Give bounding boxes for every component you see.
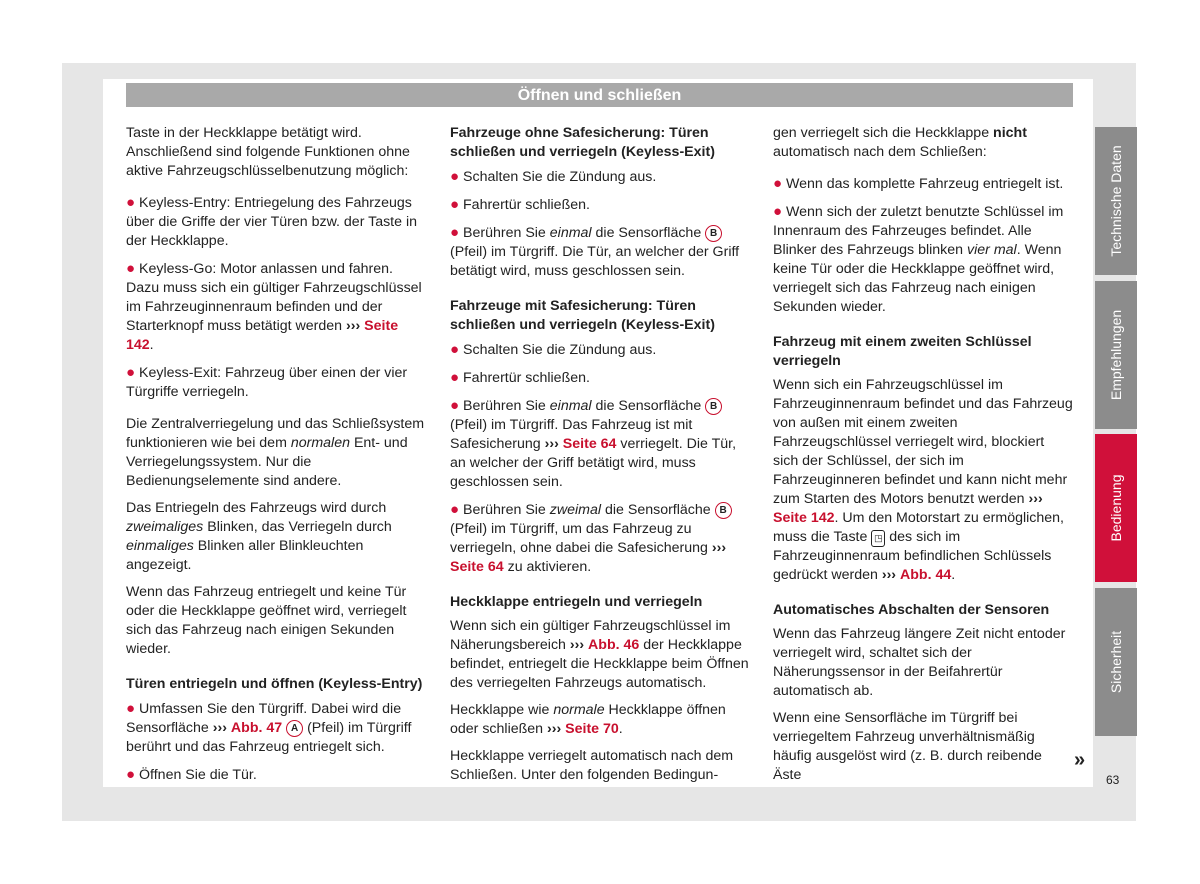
list-item: ● Wenn sich der zuletzt benutzte Schlüssel im Innenraum des Fahrzeuges befindet. Alle Blinker des Fahrzeugs blinken vier mal. Wenn keine Tür oder die Heckklappe geöffnet wird, verriegelt sich das Fahrzeug nach einigen Sekunden wieder. xyxy=(773,203,1064,315)
tab-sicherheit[interactable] xyxy=(1095,588,1137,736)
text: Ent- und Verriegelungssystem. Nur die Bedienungselemente sind andere. xyxy=(126,435,408,489)
text: Berühren Sie xyxy=(463,502,546,518)
text: Wenn das komplette Fahrzeug entriegelt ist. xyxy=(786,176,1064,192)
paragraph xyxy=(126,124,426,181)
text: Keyless-Exit: Fahrzeug über einen der vier Türgriffe verriegeln. xyxy=(126,365,408,400)
tab-label: Sicherheit xyxy=(1108,630,1124,694)
text: Wenn eine Sensorfläche im Türgriff bei verriegeltem Fahrzeug unverhältnismäßig häufig ausgelöst wird (z. B. durch reibende Äste xyxy=(773,710,1042,783)
bullet-icon: ● xyxy=(126,194,136,211)
text: Wenn keine Tür oder die Heckklappe geöffnet wird, verriegelt sich das Fahrzeug nach einigen Sekunden wieder. xyxy=(773,242,1062,315)
list-item xyxy=(773,174,1073,194)
emphasis: normalen xyxy=(290,435,350,451)
text: Wenn sich der zuletzt benutzte Schlüssel im Innenraum des Fahrzeuges befindet. Alle Blinker des Fahrzeugs blinken xyxy=(773,204,1064,258)
text: (Pfeil) im Türgriff berührt und das Fahrzeug entriegelt sich. xyxy=(126,720,412,755)
reference-arrow-icon: ››› xyxy=(881,567,897,583)
text: Heckklappe verriegelt automatisch nach dem Schließen. Unter den folgenden Bedingun- xyxy=(450,748,734,783)
text: Umfassen Sie den Türgriff. Dabei wird die Sensorfläche xyxy=(126,701,402,736)
text: der Heckklappe befindet, entriegelt die Heckklappe beim Öffnen des verriegelten Fahrzeugs automatisch. xyxy=(450,637,749,691)
text: Berühren Sie xyxy=(463,225,546,241)
text: die Sensorfläche xyxy=(604,502,711,518)
reference-arrow-icon: ››› xyxy=(1028,491,1043,507)
paragraph xyxy=(126,499,426,575)
text: Schalten Sie die Zündung aus. xyxy=(463,169,657,185)
figure-reference-link[interactable]: Abb. 44 xyxy=(899,567,952,583)
page-reference-link[interactable]: Seite 142 xyxy=(126,318,399,353)
text: Das Entriegeln des Fahrzeugs wird durch xyxy=(126,500,387,516)
bullet-icon: ● xyxy=(126,260,136,277)
page-reference-link[interactable]: Seite 142 xyxy=(773,510,835,526)
subheading: Fahrzeuge mit Safesicherung: Türen schließen und verriegeln (Keyless-Exit) xyxy=(450,298,715,333)
text: Wenn sich ein Fahrzeugschlüssel im Fahrzeuginnenraum befindet und das Fahrzeug von außen mit einem zweiten Fahrzeugschlüssel verriegelt wird, blockiert sich der Schlüssel, der sich im Fahrzeuginneren befindet und kann nicht mehr zum Starten des Motors benutzt werden xyxy=(773,377,1073,507)
list-item xyxy=(126,699,426,757)
list-item xyxy=(450,167,750,187)
column-1 xyxy=(126,124,426,793)
bullet-icon: ● xyxy=(450,397,460,414)
text: Öffnen Sie die Tür. xyxy=(139,767,257,783)
paragraph xyxy=(126,415,426,491)
list-item xyxy=(450,340,750,360)
reference-arrow-icon: ››› xyxy=(544,436,559,452)
text: Die Zentralverriegelung und das Schließsystem funktionieren wie bei dem xyxy=(126,416,425,451)
emphasis: einmaliges xyxy=(126,538,194,554)
emphasis: vier mal xyxy=(967,242,1017,258)
paragraph xyxy=(450,747,750,785)
continue-arrow-icon: » xyxy=(1074,749,1086,771)
bullet-icon: ● xyxy=(450,369,460,386)
bullet-icon: ● xyxy=(773,175,783,192)
text: zu aktivieren. xyxy=(507,559,592,575)
bullet-icon: ● xyxy=(450,501,460,518)
emphasis: nicht xyxy=(993,125,1027,141)
section-header: Öffnen und schließen xyxy=(126,83,1073,107)
tab-technische-daten[interactable] xyxy=(1095,127,1137,275)
text: Heckklappe öffnen oder schließen xyxy=(450,702,726,737)
text: Schalten Sie die Zündung aus. xyxy=(463,342,657,358)
text: Heckklappe wie xyxy=(450,702,550,718)
reference-arrow-icon: ››› xyxy=(711,540,727,556)
emphasis: normale xyxy=(553,702,605,718)
tab-label: Empfehlungen xyxy=(1108,309,1124,401)
subheading: Heckklappe entriegeln und verriegeln xyxy=(450,594,703,610)
text: Wenn das Fahrzeug entriegelt und keine Tür oder die Heckklappe geöffnet wird, verriegelt sich das Fahrzeug nach einigen Sekunden wieder. xyxy=(126,584,407,657)
emphasis: einmal xyxy=(549,225,592,241)
column-3 xyxy=(773,124,1073,793)
paragraph: Heckklappe wie normale Heckklappe öffnen oder schließen ››› Seite 70. xyxy=(450,702,726,737)
paragraph: Wenn sich ein Fahrzeugschlüssel im Fahrzeuginnenraum befindet und das Fahrzeug von außen mit einem zweiten Fahrzeugschlüssel verriegelt wird, blockiert sich der Schlüssel, der sich im Fahrzeuginneren befindet und kann nicht mehr zum Starten des Motors benutzt werden ››› Seite 142. Um den Motorstart zu ermöglichen, muss die Taste ◳ des sich im Fahrzeuginnenraum befindlichen Schlüssels gedrückt werden ››› Abb. 44. xyxy=(773,377,1073,583)
list-item xyxy=(450,396,750,492)
page-reference-link[interactable]: Seite 64 xyxy=(562,436,617,452)
text: Fahrertür schließen. xyxy=(463,197,590,213)
text: die Sensorfläche xyxy=(595,398,702,414)
text: die Sensorfläche xyxy=(595,225,702,241)
tab-label: Technische Daten xyxy=(1108,145,1124,257)
figure-reference-link[interactable]: Abb. 46 xyxy=(588,637,640,653)
text: Fahrertür schließen. xyxy=(463,370,590,386)
bullet-icon: ● xyxy=(126,700,136,717)
paragraph xyxy=(126,583,426,659)
text: Wenn sich ein gültiger Fahrzeugschlüssel im Näherungsbereich xyxy=(450,618,731,653)
text: Keyless-Go: Motor anlassen und fahren. Dazu muss sich ein gültiger Fahrzeugschlüssel im Fahrzeuginnenraum befinden und der Starterknopf muss betätigt werden xyxy=(126,261,422,334)
subheading: Fahrzeug mit einem zweiten Schlüssel verriegeln xyxy=(773,334,1032,369)
text: gen verriegelt sich die Heckklappe xyxy=(773,125,990,141)
page-reference-link[interactable]: Seite 70 xyxy=(565,721,619,737)
text: Taste in der Heckklappe betätigt wird. Anschließend sind folgende Funktionen ohne aktive Fahrzeugschlüsselbenutzung möglich: xyxy=(126,125,410,179)
text: (Pfeil) im Türgriff, um das Fahrzeug zu verriegeln, ohne dabei die Safesicherung xyxy=(450,521,708,556)
reference-arrow-icon: ››› xyxy=(547,721,562,737)
bullet-icon: ● xyxy=(126,766,136,783)
subheading: Türen entriegeln und öffnen (Keyless-Entry) xyxy=(126,676,423,692)
bullet-icon: ● xyxy=(773,203,783,220)
list-item xyxy=(126,765,426,785)
text: automatisch nach dem Schließen: xyxy=(773,144,987,160)
list-item xyxy=(126,363,426,402)
text: Berühren Sie xyxy=(463,398,546,414)
bullet-icon: ● xyxy=(126,364,136,381)
text: Blinken, das Verriegeln durch xyxy=(207,519,392,535)
bullet-icon: ● xyxy=(450,224,460,241)
list-item xyxy=(450,500,750,577)
callout-b-icon: B xyxy=(705,225,722,242)
callout-b-icon: B xyxy=(715,502,732,519)
key-button-icon: ◳ xyxy=(871,530,885,547)
paragraph xyxy=(773,124,1073,162)
tab-label: Bedienung xyxy=(1108,474,1124,542)
column-2 xyxy=(450,124,750,793)
paragraph xyxy=(773,709,1073,785)
emphasis: zweimal xyxy=(549,502,602,518)
paragraph xyxy=(773,625,1073,701)
callout-b-icon: B xyxy=(705,398,722,415)
page-number: 63 xyxy=(1106,773,1120,787)
bullet-icon: ● xyxy=(450,168,460,185)
reference-arrow-icon: ››› xyxy=(346,318,361,334)
tab-bedienung[interactable] xyxy=(1095,434,1137,582)
bullet-icon: ● xyxy=(450,196,460,213)
paragraph xyxy=(450,617,750,693)
text: Um den Motorstart zu ermöglichen, muss die Taste xyxy=(773,510,1064,545)
text: (Pfeil) im Türgriff. Die Tür, an welcher der Griff betätigt wird, muss geschlossen sein. xyxy=(450,244,740,279)
reference-arrow-icon: ››› xyxy=(569,637,585,653)
emphasis: einmal xyxy=(549,398,592,414)
text: Blinken aller Blinkleuchten angezeigt. xyxy=(126,538,364,573)
subheading: Automatisches Abschalten der Sensoren xyxy=(773,602,1050,618)
text: Keyless-Entry: Entriegelung des Fahrzeugs über die Griffe der vier Türen bzw. der Taste in der Heckklappe. xyxy=(126,195,417,249)
tab-empfehlungen[interactable] xyxy=(1095,281,1137,429)
callout-a-icon: A xyxy=(286,720,303,737)
page-reference-link[interactable]: Seite 64 xyxy=(450,559,504,575)
emphasis: zweimaliges xyxy=(126,519,204,535)
reference-arrow-icon: ››› xyxy=(212,720,227,736)
list-item xyxy=(450,223,750,281)
text: verriegelt. Die Tür, an welcher der Griff betätigt wird, muss geschlossen sein. xyxy=(450,436,737,490)
bullet-icon: ● xyxy=(450,341,460,358)
list-item xyxy=(450,368,750,388)
list-item xyxy=(450,195,750,215)
text: des sich im Fahrzeuginnenraum befindlichen Schlüssels gedrückt werden xyxy=(773,529,1052,583)
subheading: Fahrzeuge ohne Safesicherung: Türen schließen und verriegeln (Keyless-Exit) xyxy=(450,125,715,160)
list-item xyxy=(126,193,426,251)
text: Wenn das Fahrzeug längere Zeit nicht entoder verriegelt wird, schaltet sich der Näherungssensor in der Beifahrertür automatisch ab. xyxy=(773,626,1066,699)
figure-reference-link[interactable]: Abb. 47 xyxy=(230,720,283,736)
text: (Pfeil) im Türgriff. Das Fahrzeug ist mit Safesicherung xyxy=(450,417,693,452)
list-item: ● Keyless-Go: Motor anlassen und fahren. Dazu muss sich ein gültiger Fahrzeugschlüssel im Fahrzeuginnenraum befinden und der Starterknopf muss betätigt werden ››› Seite 142. xyxy=(126,260,422,353)
